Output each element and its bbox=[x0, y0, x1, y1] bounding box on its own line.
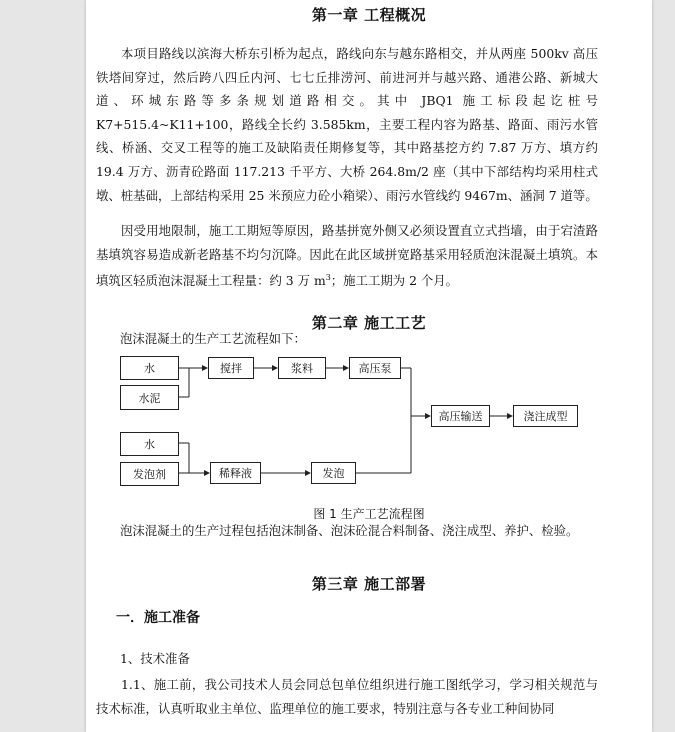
flow-box-mixing: 搅拌 bbox=[208, 357, 254, 379]
chapter3-paragraph-1: 1.1、施工前，我公司技术人员会同总包单位组织进行施工图纸学习，学习相关规范与技术标准，认真听取业主单位、监理单位的施工要求，特别注意与各专业工种间协同 bbox=[96, 677, 598, 716]
flow-box-cement: 水泥 bbox=[120, 385, 179, 410]
process-flowchart bbox=[86, 350, 652, 500]
chapter1-paragraph-2-main: 因受用地限制，施工工期短等原因，路基拼宽外侧又必须设置直立式挡墙，由于宕渣路基填筑容易造成新老路基不均匀沉降。因此在此区域拼宽路基采用轻质泡沫混凝土填筑。本填筑区轻质泡沫混凝土工程量：约 3 万 m bbox=[96, 223, 598, 289]
chapter3-title: 第三章 施工部署 bbox=[311, 575, 427, 593]
figure-caption: 图 1 生产工艺流程图 bbox=[313, 507, 425, 521]
flow-box-dilution: 稀释液 bbox=[210, 462, 261, 484]
flow-summary-text: 泡沫混凝土的生产过程包括泡沫制备、泡沫砼混合料制备、浇注成型、养护、检验。 bbox=[120, 523, 579, 538]
flow-box-slurry: 浆料 bbox=[278, 357, 326, 379]
flow-box-foaming-agent: 发泡剂 bbox=[120, 462, 179, 486]
flow-box-water-2: 水 bbox=[120, 432, 179, 456]
chapter1-paragraph-2 bbox=[96, 219, 598, 293]
chapter1-title: 第一章 工程概况 bbox=[311, 6, 427, 24]
chapter1-paragraph-1: 本项目路线以滨海大桥东引桥为起点，路线向东与越东路相交，并从两座 500kv 高压铁塔间穿过，然后跨八四丘内河、七七丘排涝河、前进河并与越兴路、通港公路、新城大道、环城东路等多条规划道路相交。其中 JBQ1 施工标段起讫桩号 K7+515.4~K11+100，路线全长约 3.585km，主要工程内容为路基、路面、雨污水管线、桥涵、交叉工程等的施工及缺陷责任期修复等，其中路基挖方约 7.87 万方、填方约 19.4 万方、沥青砼路面 117.213 千平方、大桥 264.8m/2 座（其中下部结构均采用柱式墩、桩基础，上部结构采用 25 米预应力砼小箱梁）、雨污水管线约 9467m、涵洞 7 道等。 bbox=[96, 46, 598, 203]
flow-box-high-pressure-delivery: 高压输送 bbox=[431, 405, 490, 427]
chapter1-paragraph-2-tail: ；施工工期为 2 个月。 bbox=[330, 273, 459, 289]
subsection-technical-preparation: 1、技术准备 bbox=[120, 651, 190, 666]
flow-box-high-pressure-pump: 高压泵 bbox=[349, 357, 401, 379]
flow-box-casting: 浇注成型 bbox=[513, 405, 578, 427]
section-construction-preparation: 一．施工准备 bbox=[116, 610, 200, 626]
flow-intro-text: 泡沫混凝土的生产工艺流程如下： bbox=[120, 331, 306, 346]
document-page bbox=[86, 0, 652, 732]
flow-box-foaming: 发泡 bbox=[311, 462, 356, 484]
cubic-superscript: 3 bbox=[325, 273, 331, 283]
flow-box-water: 水 bbox=[120, 356, 179, 380]
chapter2-title: 第二章 施工工艺 bbox=[311, 314, 427, 332]
